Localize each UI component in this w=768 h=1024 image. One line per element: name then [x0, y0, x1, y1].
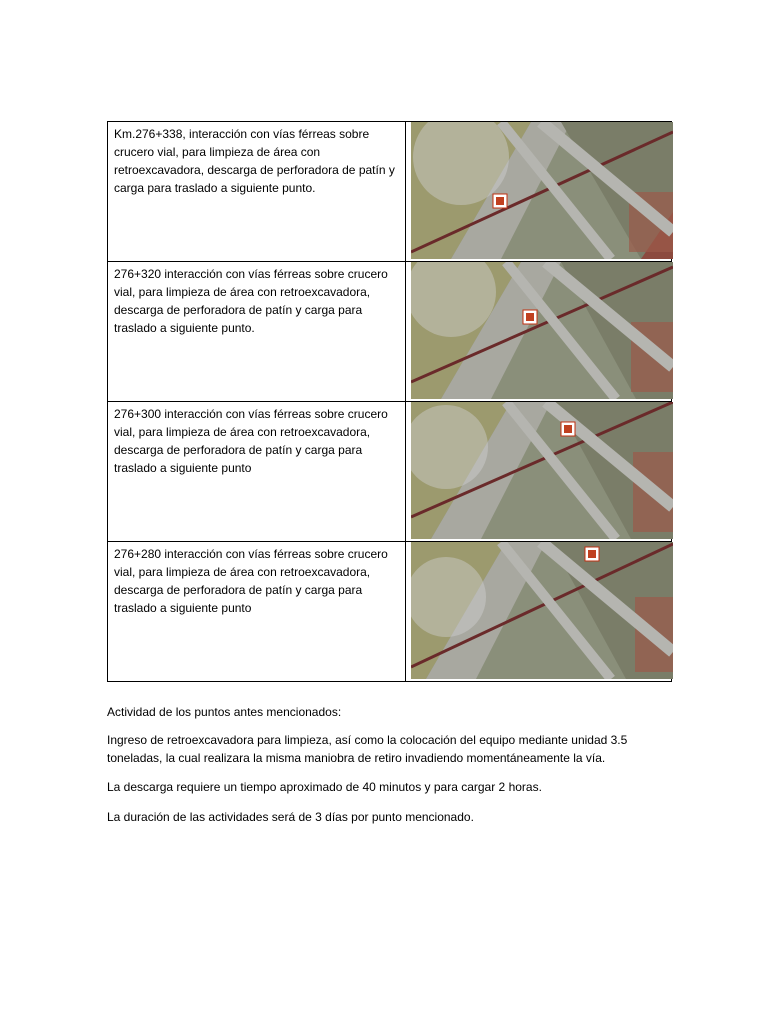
row-description: Km.276+338, interacción con vías férreas sobre crucero vial, para limpieza de área con retroexcavadora, descarga de perforadora de patín y carga para traslado a siguiente punto. — [108, 122, 406, 262]
table-row — [108, 122, 672, 262]
aerial-map-image — [411, 262, 673, 399]
aerial-photo — [406, 262, 672, 402]
locations-table — [107, 121, 672, 682]
aerial-photo — [406, 542, 672, 682]
row-description: 276+300 interacción con vías férreas sobre crucero vial, para limpieza de área con retroexcavadora, descarga de perforadora de patín y carga para traslado a siguiente punto — [108, 402, 406, 542]
activity-paragraph-2: La descarga requiere un tiempo aproximado de 40 minutos y para cargar 2 horas. — [107, 780, 542, 794]
aerial-map-image — [411, 542, 673, 679]
aerial-map-image — [411, 402, 673, 539]
table-row — [108, 542, 672, 682]
activity-paragraph-3: La duración de las actividades será de 3 días por punto mencionado. — [107, 810, 474, 824]
table-row — [108, 402, 672, 542]
aerial-photo — [406, 402, 672, 542]
row-description: 276+320 interacción con vías férreas sobre crucero vial, para limpieza de área con retroexcavadora, descarga de perforadora de patín y carga para traslado a siguiente punto. — [108, 262, 406, 402]
aerial-photo — [406, 122, 672, 262]
row-description: 276+280 interacción con vías férreas sobre crucero vial, para limpieza de área con retroexcavadora, descarga de perforadora de patín y carga para traslado a siguiente punto — [108, 542, 406, 682]
activity-heading: Actividad de los puntos antes mencionados: — [107, 705, 342, 719]
aerial-map-image — [411, 122, 673, 259]
table-row — [108, 262, 672, 402]
activity-paragraph-1: Ingreso de retroexcavadora para limpieza, así como la colocación del equipo mediante unidad 3.5 toneladas, la cual realizara la misma maniobra de retiro invadiendo momentáneamente la vía. — [107, 733, 628, 765]
